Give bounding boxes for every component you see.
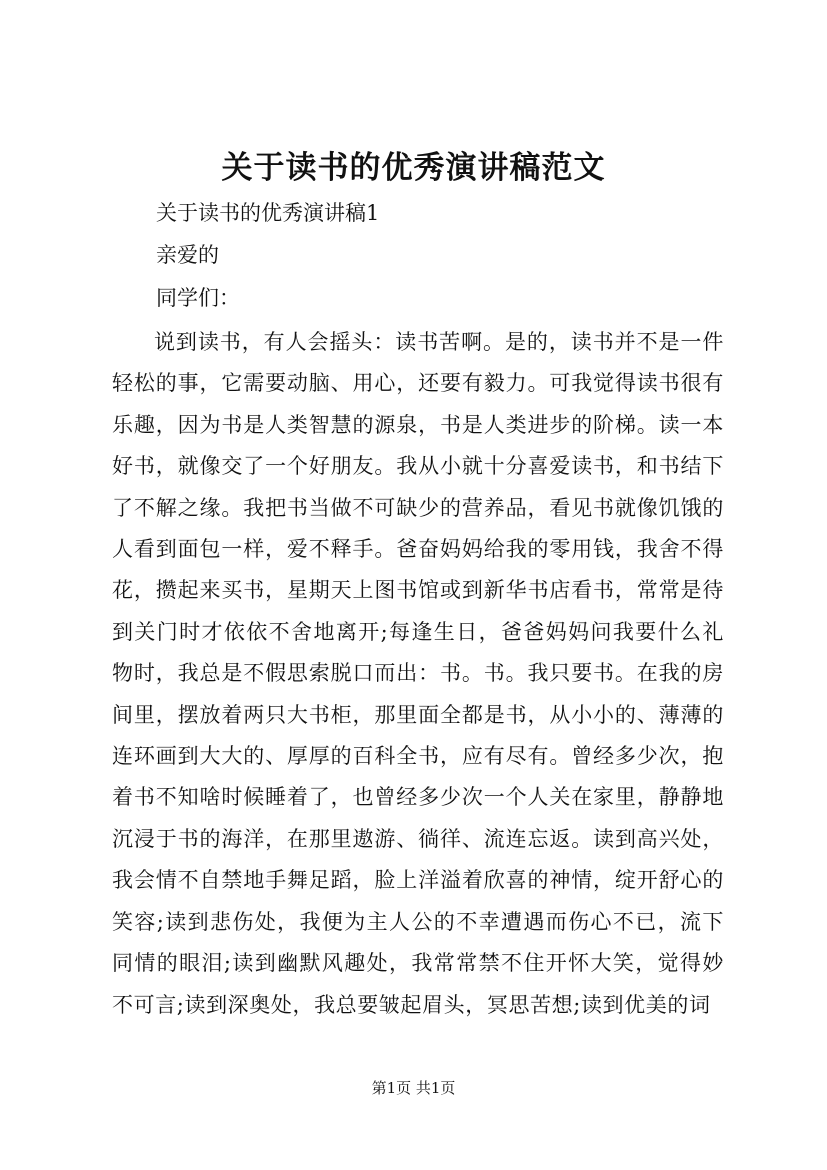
salutation-line-2: 同学们：: [156, 286, 240, 310]
body-paragraph: 说到读书，有人会摇头：读书苦啊。是的，读书并不是一件轻松的事，它需要动脑、用心，还要有毅力。可我觉得读书很有乐趣，因为书是人类智慧的源泉，书是人类进步的阶梯。读一本好书，就像交了一个好朋友。我从小就十分喜爱读书，和书结下了不解之缘。我把书当做不可缺少的营养品，看见书就像饥饿的人看到面包一样，爱不释手。爸奋妈妈给我的零用钱，我舍不得花，攒起来买书，星期天上图书馆或到新华书店看书，常常是待到关门时才依依不舍地离开;每逢生日，爸爸妈妈问我要什么礼物时，我总是不假思索脱口而出：书。书。我只要书。在我的房间里，摆放着两只大书柜，那里面全都是书，从小小的、薄薄的连环画到大大的、厚厚的百科全书，应有尽有。曾经多少次，抱着书不知啥时候睡着了，也曾经多少次一个人关在家里，静静地沉浸于书的海洋，在那里遨游、徜徉、流连忘返。读到高兴处，我会情不自禁地手舞足蹈，脸上洋溢着欣喜的神情，绽开舒心的笑容;读到悲伤处，我便为主人公的不幸遭遇而伤心不已，流下同情的眼泪;读到幽默风趣处，我常常禁不住开怀大笑，觉得妙不可言;读到深奥处，我总要皱起眉头，冥思苦想;读到优美的词: [112, 330, 724, 1017]
document-title: 关于读书的优秀演讲稿范文: [221, 150, 606, 186]
page-footer: 第1页 共1页: [371, 1079, 456, 1097]
speech-subtitle: 关于读书的优秀演讲稿1: [156, 201, 380, 225]
salutation-line-1: 亲爱的: [156, 243, 219, 267]
